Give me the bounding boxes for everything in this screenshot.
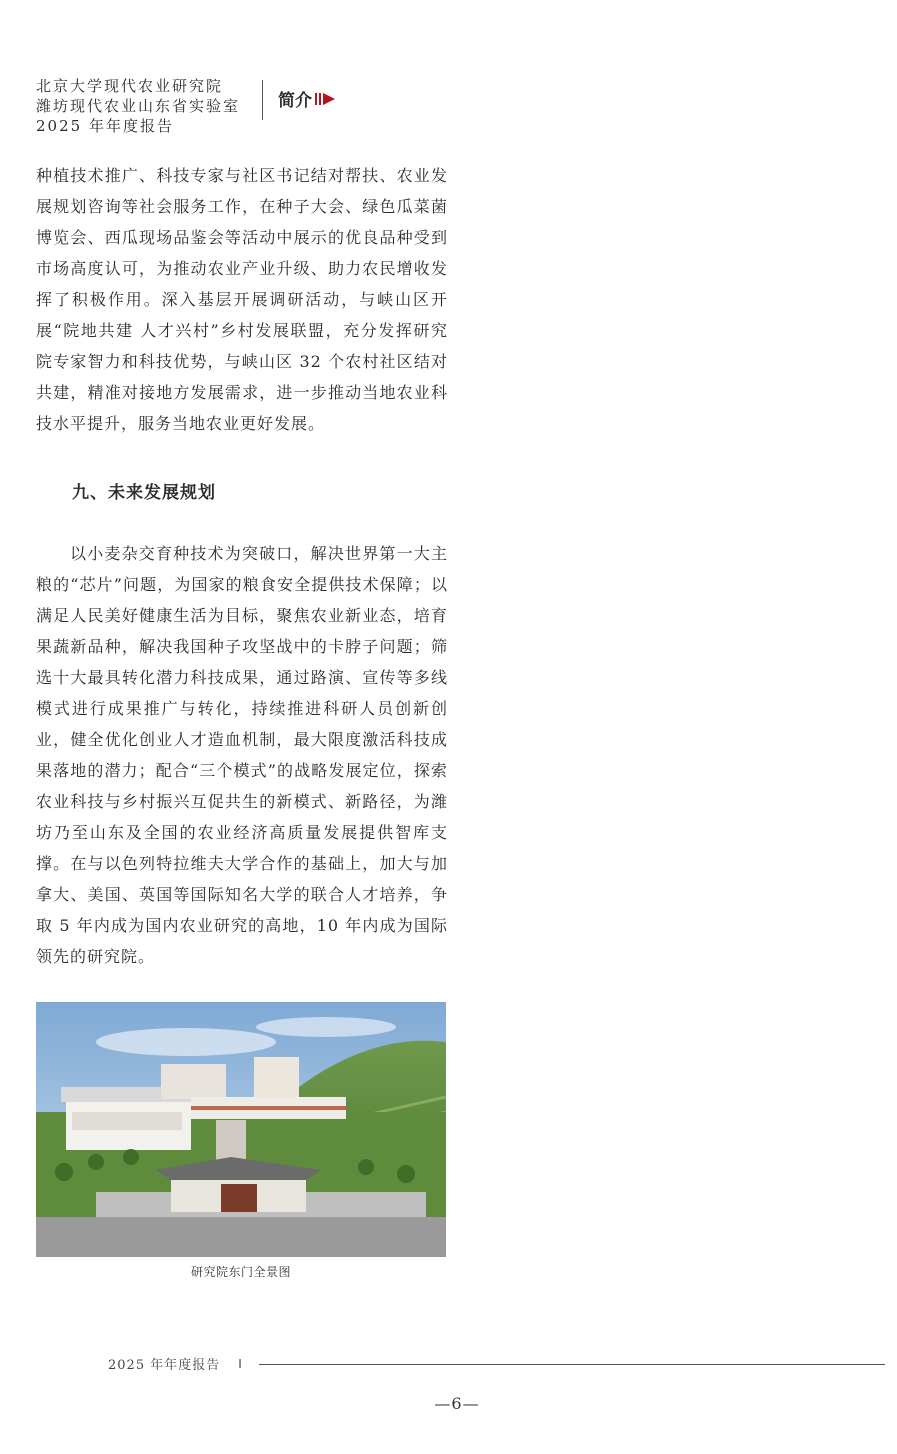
- campus-illustration: [36, 1002, 446, 1257]
- section-heading: 九、未来发展规划: [72, 483, 216, 503]
- footer-rule: [259, 1364, 885, 1365]
- header-divider: [262, 80, 263, 120]
- page-footer: [108, 1354, 259, 1373]
- running-header: [36, 76, 240, 136]
- section-tag-label: 简介: [278, 91, 312, 111]
- play-arrow-icon: [315, 92, 337, 106]
- header-report-year: 2025 年年度报告: [36, 117, 174, 135]
- header-lab-name: 潍坊现代农业山东省实验室: [36, 97, 241, 115]
- section-tag: [278, 86, 337, 111]
- body-paragraph-social-service: 种植技术推广、科技专家与社区书记结对帮扶、农业发展规划咨询等社会服务工作，在种子大会、绿色瓜菜菌博览会、西瓜现场品鉴会等活动中展示的优良品种受到市场高度认可，为推动农业产业升级、助力农民增收发挥了积极作用。深入基层开展调研活动，与峡山区开展“院地共建 人才兴村”乡村发展联盟，充分发挥研究院专家智力和科技优势，与峡山区 32 个农村社区结对共建，精准对接地方发展需求，进一步推动当地农业科技水平提升，服务当地农业更好发展。: [36, 166, 448, 433]
- photo-caption: 研究院东门全景图: [190, 1265, 291, 1279]
- footer-report-label: 2025 年年度报告: [108, 1358, 221, 1373]
- body-paragraph-future-plan: 以小麦杂交育种技术为突破口，解决世界第一大主粮的“芯片”问题，为国家的粮食安全提供技术保障；以满足人民美好健康生活为目标，聚焦农业新业态，培育果蔬新品种，解决我国种子攻坚战中的卡脖子问题；筛选十大最具转化潜力科技成果，通过路演、宣传等多线模式进行成果推广与转化，持续推进科研人员创新创业，健全优化创业人才造血机制，最大限度激活科技成果落地的潜力；配合“三个模式”的战略发展定位，探索农业科技与乡村振兴互促共生的新模式、新路径，为潍坊乃至山东及全国的农业经济高质量发展提供智库支撑。在与以色列特拉维夫大学合作的基础上，加大与加拿大、美国、英国等国际知名大学的联合人才培养，争取 5 年内成为国内农业研究的高地，10 年内成为国际领先的研究院。: [36, 544, 448, 966]
- page-number: —6—: [434, 1394, 480, 1413]
- header-institute-name: 北京大学现代农业研究院: [36, 77, 224, 95]
- east-gate-panorama-photo: [36, 1002, 446, 1257]
- footer-separator: I: [238, 1356, 243, 1371]
